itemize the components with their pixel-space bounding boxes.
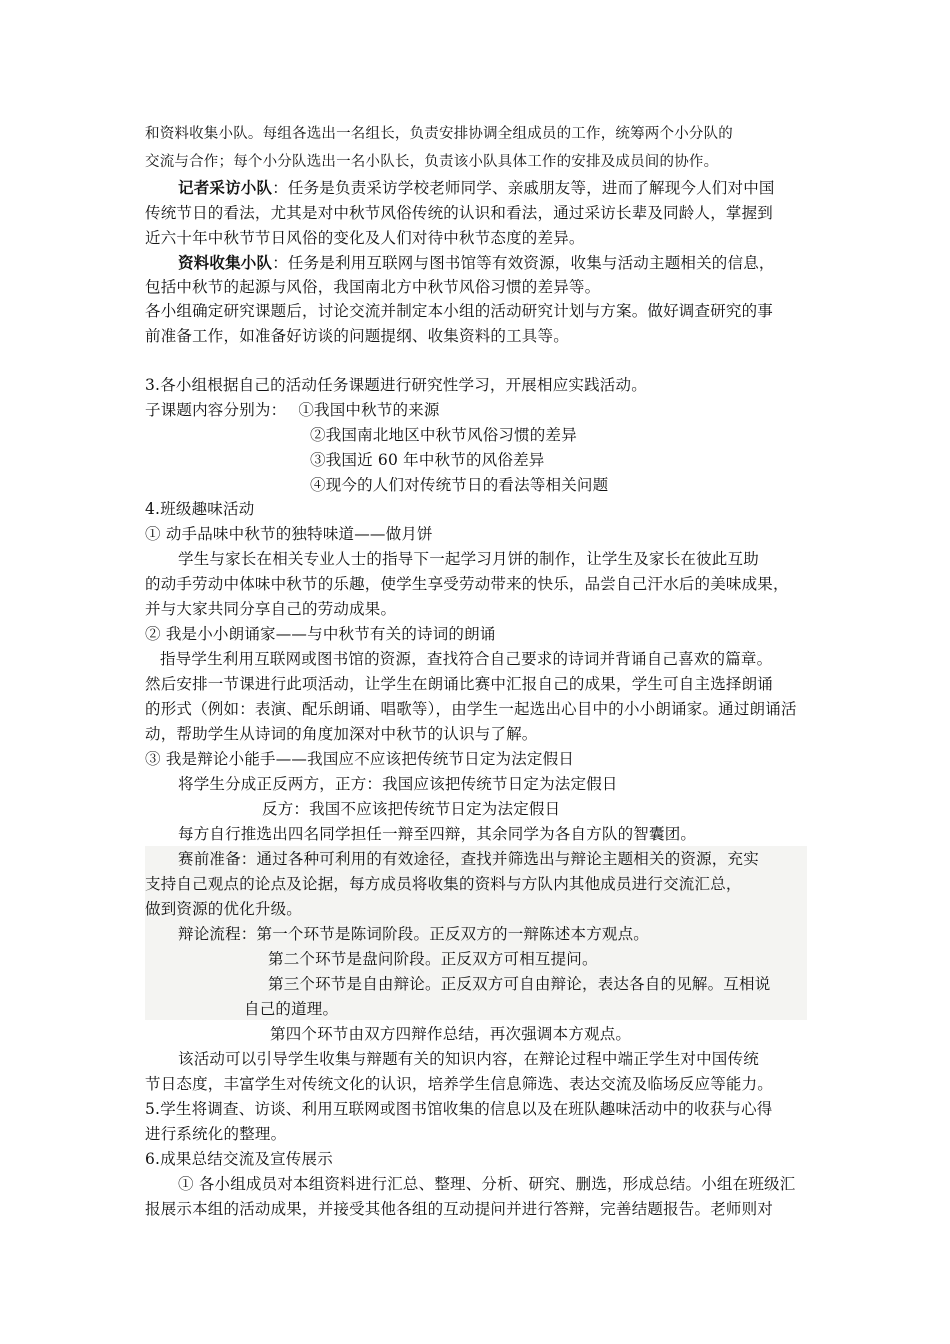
section6-line: 报展示本组的活动成果，并接受其他各组的互动提问并进行答辩，完善结题报告。老师则对 (145, 1200, 774, 1218)
debate-summary: 该活动可以引导学生收集与辩题有关的知识内容，在辩论过程中端正学生对中国传统 (178, 1050, 759, 1068)
plan-line: 各小组确定研究课题后，讨论交流并制定本小组的活动研究计划与方案。做好调查研究的事 (145, 302, 774, 320)
debate-flow: 第四个环节由双方四辩作总结，再次强调本方观点。 (270, 1025, 632, 1043)
reporter-label: 记者采访小队 (178, 178, 273, 197)
plan-line: 前准备工作，如准备好访谈的问题提纲、收集资料的工具等。 (145, 327, 569, 345)
debate-prep: 做到资源的优化升级。 (145, 900, 303, 918)
debate-flow: 第二个环节是盘问阶段。正反双方可相互提问。 (268, 950, 598, 968)
reporter-text: ：任务是负责采访学校老师同学、亲戚朋友等，进而了解现今人们对中国 (272, 179, 775, 197)
activity-line: 然后安排一节课进行此项活动，让学生在朗诵比赛中汇报自己的成果，学生可自主选择朗诵 (145, 675, 774, 693)
materials-paragraph (178, 251, 775, 275)
intro-line: 和资料收集小队。每组各选出一名组长，负责安排协调全组成员的工作，统筹两个小分队的 (145, 126, 733, 142)
debate-flow: 自己的道理。 (244, 1000, 339, 1018)
topic-item: ③我国近 60 年中秋节的风俗差异 (310, 451, 545, 469)
activity-line: 的动手劳动中体味中秋节的乐趣，使学生享受劳动带来的快乐，品尝自己汗水后的美味成果， (145, 575, 789, 593)
materials-line: 包括中秋节的起源与风俗，我国南北方中秋节风俗习惯的差异等。 (145, 278, 601, 296)
activity-line: 并与大家共同分享自己的劳动成果。 (145, 600, 397, 618)
section6-line: ① 各小组成员对本组资料进行汇总、整理、分析、研究、删选，形成总结。小组在班级汇 (178, 1175, 796, 1193)
debate-summary: 节日态度，丰富学生对传统文化的认识，培养学生信息筛选、表达交流及临场反应等能力。 (145, 1075, 774, 1093)
section5-line: 进行系统化的整理。 (145, 1125, 287, 1143)
materials-text: ：任务是利用互联网与图书馆等有效资源，收集与活动主题相关的信息， (272, 254, 775, 272)
activity-line: 动，帮助学生从诗词的角度加深对中秋节的认识与了解。 (145, 725, 538, 743)
reporter-line: 传统节日的看法，尤其是对中秋节风俗传统的认识和看法，通过采访长辈及同龄人，掌握到 (145, 204, 774, 222)
section4-heading: 4.班级趣味活动 (145, 500, 255, 518)
reporter-line: 近六十年中秋节节日风俗的变化及人们对待中秋节态度的差异。 (145, 229, 585, 247)
activity-title: ③ 我是辩论小能手——我国应不应该把传统节日定为法定假日 (145, 750, 575, 768)
section6-heading: 6.成果总结交流及宣传展示 (145, 1150, 333, 1168)
section3-heading: 3.各小组根据自己的活动任务课题进行研究性学习，开展相应实践活动。 (145, 376, 647, 394)
activity-title: ① 动手品味中秋节的独特味道——做月饼 (145, 525, 433, 543)
topics-row (145, 398, 440, 422)
activity-line: 学生与家长在相关专业人士的指导下一起学习月饼的制作，让学生及家长在彼此互助 (178, 550, 759, 568)
debate-flow: 第三个环节是自由辩论。正反双方可自由辩论，表达各自的见解。互相说 (268, 975, 771, 993)
reporter-paragraph (178, 176, 775, 200)
activity-title: ② 我是小小朗诵家——与中秋节有关的诗词的朗诵 (145, 625, 496, 643)
topic-item: ①我国中秋节的来源 (298, 401, 440, 419)
section5-line: 5.学生将调查、访谈、利用互联网或图书馆收集的信息以及在班队趣味活动中的收获与心得 (145, 1100, 773, 1118)
debate-flow: 辩论流程：第一个环节是陈词阶段。正反双方的一辩陈述本方观点。 (178, 925, 650, 943)
debate-prep: 支持自己观点的论点及论据，每方成员将收集的资料与方队内其他成员进行交流汇总， (145, 875, 742, 893)
debate-prep: 赛前准备：通过各种可利用的有效途径，查找并筛选出与辩论主题相关的资源，充实 (178, 850, 759, 868)
intro-line: 交流与合作；每个小分队选出一名小队长，负责该小队具体工作的安排及成员间的协作。 (145, 154, 719, 170)
topics-label: 子课题内容分别为： (145, 401, 287, 419)
activity-line: 的形式（例如：表演、配乐朗诵、唱歌等），由学生一起选出心目中的小小朗诵家。通过朗诵活 (145, 700, 797, 718)
debate-side-a: 将学生分成正反两方，正方：我国应该把传统节日定为法定假日 (178, 775, 618, 793)
debate-teams: 每方自行推选出四名同学担任一辩至四辩，其余同学为各自方队的智囊团。 (178, 825, 697, 843)
materials-label: 资料收集小队 (178, 253, 273, 272)
activity-line: 指导学生利用互联网或图书馆的资源，查找符合自己要求的诗词并背诵自己喜欢的篇章。 (160, 650, 773, 668)
topic-item: ④现今的人们对传统节日的看法等相关问题 (310, 476, 609, 494)
debate-side-b: 反方：我国不应该把传统节日定为法定假日 (262, 800, 561, 818)
topic-item: ②我国南北地区中秋节风俗习惯的差异 (310, 426, 577, 444)
